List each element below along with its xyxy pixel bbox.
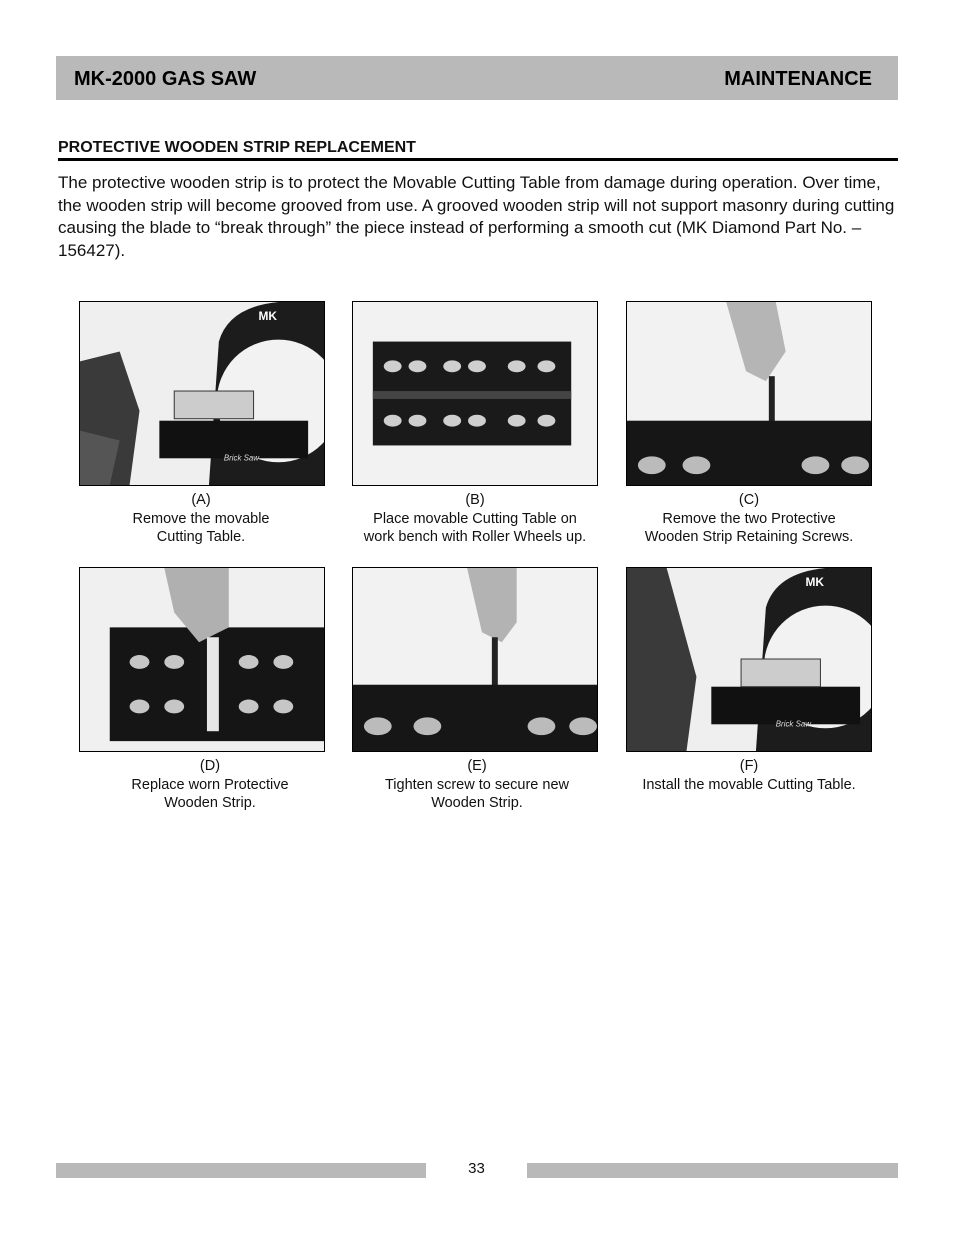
- header-product-title: MK-2000 GAS SAW: [74, 68, 257, 90]
- figure-f-photo: [626, 567, 872, 752]
- intro-paragraph: The protective wooden strip is to protect the Movable Cutting Table from damage during operation. Over time, the wooden strip will become grooved from use. A grooved wooden strip will not support masonry during cutting causing the blade to “break through” the piece instead of performing a smooth cut (MK Diamond Part No. – 156427).: [58, 173, 895, 260]
- figure-c-caption-line1: Remove the two Protective: [662, 510, 836, 527]
- figure-e-caption: [342, 757, 612, 813]
- figure-f-saw-label: Brick Saw: [775, 719, 811, 729]
- figure-b-photo: [352, 301, 598, 486]
- figure-e-photo: [352, 567, 598, 752]
- footer-bar-right: [527, 1163, 898, 1178]
- figure-a-saw-label: Brick Saw: [223, 453, 260, 463]
- header-section-title: MAINTENANCE: [724, 68, 872, 90]
- figure-b-letter: (B): [465, 492, 485, 508]
- figure-a-caption: [66, 491, 336, 547]
- figure-d-letter: (D): [199, 758, 221, 774]
- figure-c-caption-line2: Wooden Strip Retaining Screws.: [644, 529, 854, 545]
- figure-e-letter: (E): [467, 758, 487, 774]
- figure-a-caption-line2: Cutting Table.: [156, 529, 246, 545]
- figure-d-photo: [79, 567, 325, 752]
- figure-f-caption: [614, 757, 884, 794]
- figure-d-caption-line1: Replace worn Protective: [131, 776, 289, 793]
- figure-f-logo: MK: [805, 574, 825, 589]
- figure-f-letter: (F): [739, 758, 759, 774]
- figure-e-caption-line1: Tighten screw to secure new: [384, 776, 570, 793]
- figure-b-caption: [340, 491, 610, 547]
- figure-a-caption-line1: Remove the movable: [132, 510, 270, 527]
- figure-a-letter: (A): [191, 492, 211, 508]
- figure-e-caption-line2: Wooden Strip.: [431, 795, 523, 811]
- footer-bar-left: [56, 1163, 426, 1178]
- header-bar: [56, 56, 898, 100]
- figure-b-caption-line2: work bench with Roller Wheels up.: [363, 529, 587, 545]
- figure-c-letter: (C): [738, 492, 760, 508]
- figure-c-photo: [626, 301, 872, 486]
- figure-b-caption-line1: Place movable Cutting Table on: [373, 510, 577, 527]
- figure-a-photo: [79, 301, 325, 486]
- section-heading: PROTECTIVE WOODEN STRIP REPLACEMENT: [58, 138, 898, 161]
- figure-a-logo: MK: [258, 308, 278, 323]
- figure-d-caption-line2: Wooden Strip.: [164, 795, 256, 811]
- figure-c-caption: [614, 491, 884, 547]
- page-number: 33: [468, 1160, 485, 1177]
- figure-d-caption: [75, 757, 345, 813]
- figure-f-caption-line1: Install the movable Cutting Table.: [642, 776, 856, 793]
